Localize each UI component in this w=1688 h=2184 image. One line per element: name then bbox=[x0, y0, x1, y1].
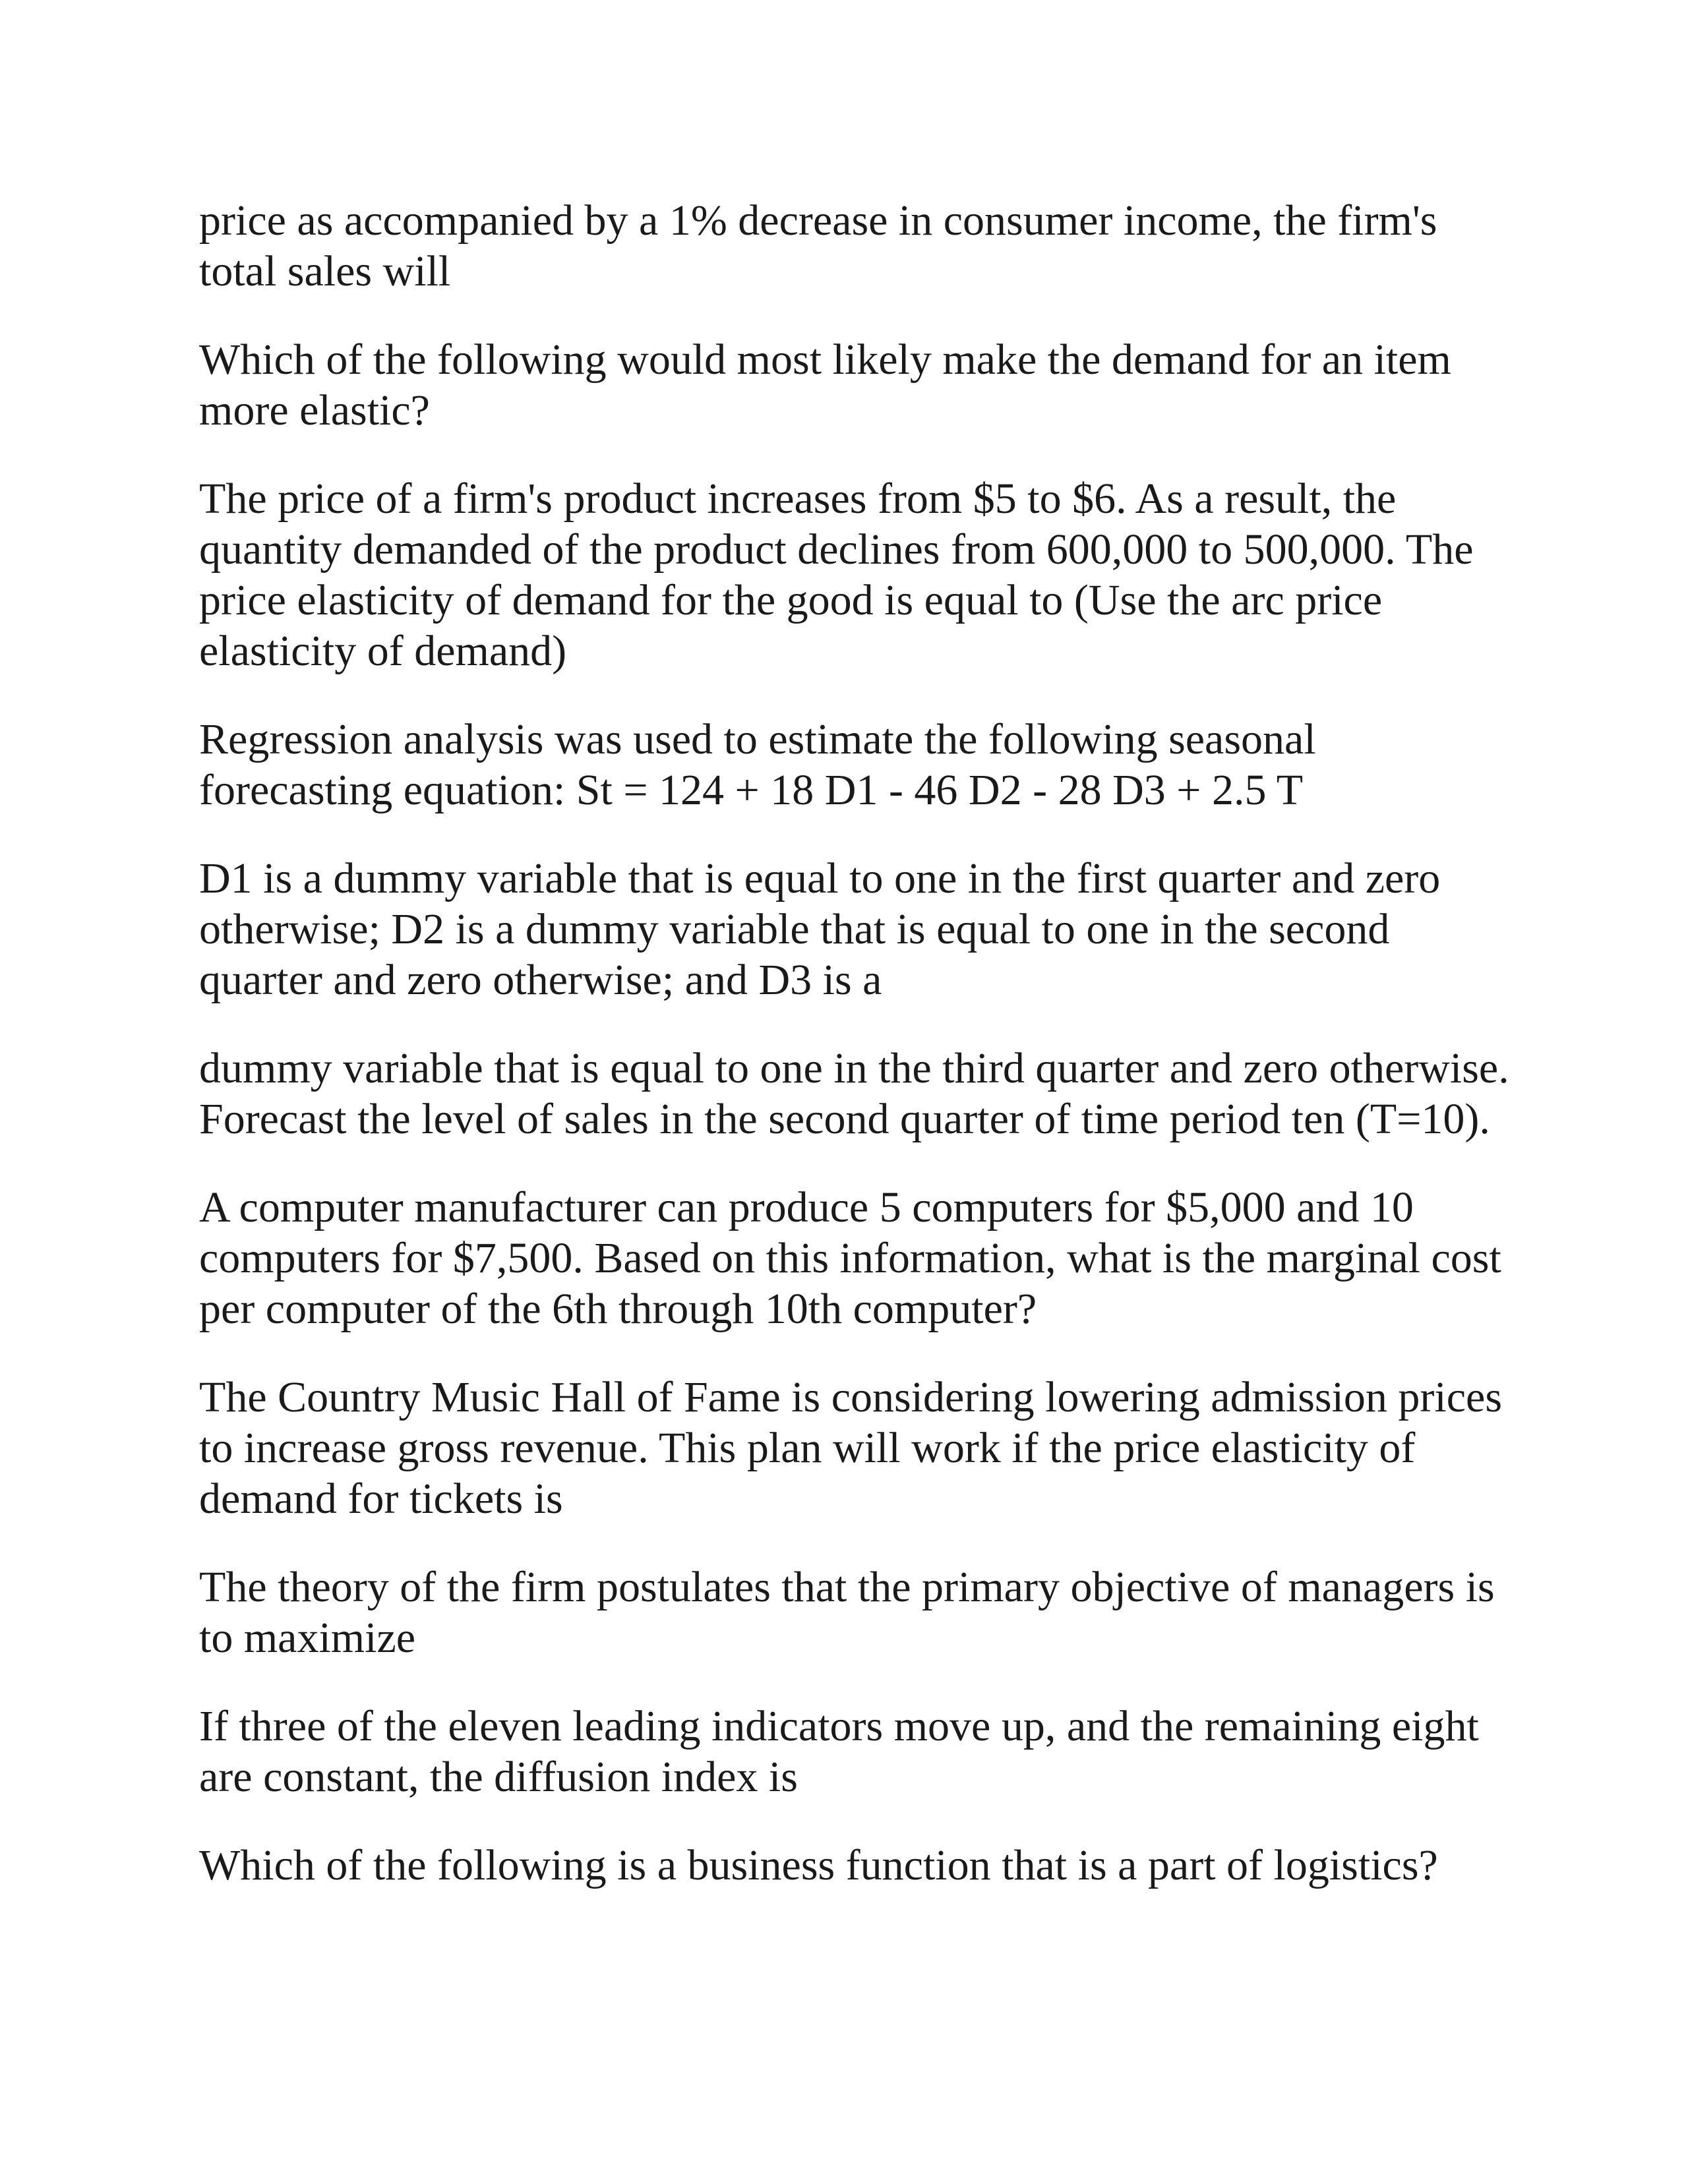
paragraph-income-change-sales: price as accompanied by a 1% decrease in consumer income, the firm's total sales will bbox=[199, 196, 1437, 295]
paragraph-demand-elastic-question: Which of the following would most likely make the demand for an item more elastic? bbox=[199, 336, 1451, 434]
paragraph-dummy-variables: D1 is a dummy variable that is equal to one in the first quarter and zero otherwise; D2 is a dummy variable that is equal to one in the second quarter and zero otherwise; and D3 is a bbox=[199, 854, 1441, 1004]
paragraph-diffusion-index-question: If three of the eleven leading indicators move up, and the remaining eight are constant, the diffusion index is bbox=[199, 1702, 1479, 1801]
paragraph-theory-of-firm-question: The theory of the firm postulates that the primary objective of managers is to maximize bbox=[199, 1563, 1495, 1662]
paragraph-arc-elasticity-question: The price of a firm's product increases from $5 to $6. As a result, the quantity demanded of the product declines from 600,000 to 500,000. The price elasticity of demand for the good is equal to (Use the arc price elasticity of demand) bbox=[199, 475, 1474, 675]
paragraph-logistics-question: Which of the following is a business function that is a part of logistics? bbox=[199, 1841, 1438, 1889]
paragraph-regression-equation: Regression analysis was used to estimate the following seasonal forecasting equation: St = 124 + 18 D1 - 46 D2 - 28 D3 + 2.5 T bbox=[199, 715, 1316, 814]
paragraph-marginal-cost-question: A computer manufacturer can produce 5 computers for $5,000 and 10 computers for $7,500. Based on this information, what is the marginal cost per computer of the 6th through 10th computer? bbox=[199, 1183, 1501, 1333]
document-body bbox=[199, 195, 1511, 1928]
paragraph-admission-price-question: The Country Music Hall of Fame is considering lowering admission prices to increase gross revenue. This plan will work if the price elasticity of demand for tickets is bbox=[199, 1373, 1503, 1523]
paragraph-forecast-question: dummy variable that is equal to one in the third quarter and zero otherwise. Forecast the level of sales in the second quarter of time period ten (T=10). bbox=[199, 1044, 1509, 1143]
